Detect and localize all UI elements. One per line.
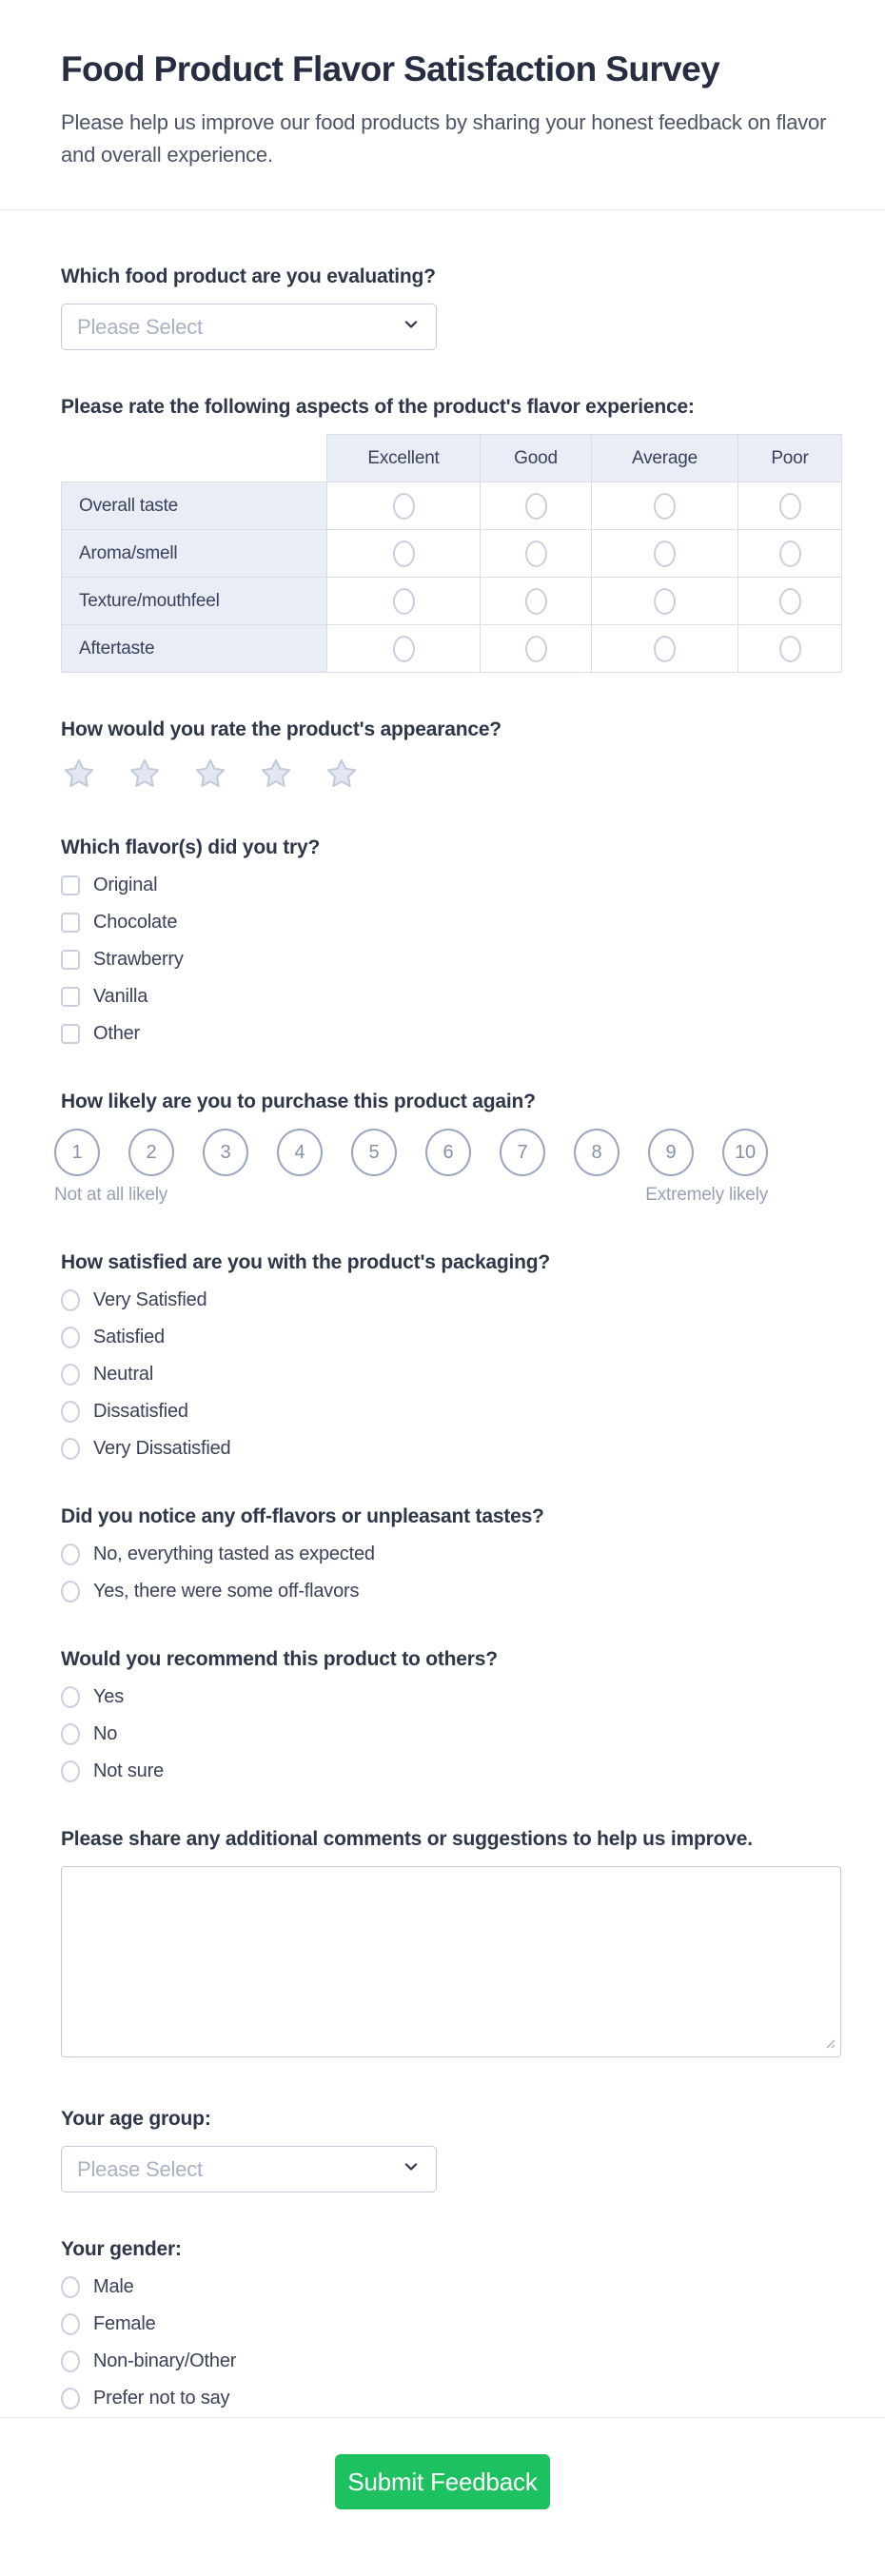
form-body bbox=[0, 210, 885, 2409]
question-product bbox=[61, 264, 843, 350]
question-comments bbox=[61, 1826, 843, 2062]
question-off-flavors bbox=[61, 1504, 843, 1603]
chevron-down-icon bbox=[402, 2157, 421, 2181]
checkbox-option[interactable] bbox=[61, 1023, 843, 1045]
star-icon[interactable] bbox=[192, 757, 228, 791]
question-label: Did you notice any off-flavors or unpleasant tastes? bbox=[61, 1505, 544, 1527]
radio[interactable] bbox=[61, 2388, 80, 2409]
option-label: Neutral bbox=[93, 1364, 154, 1385]
radio-option[interactable] bbox=[61, 1581, 843, 1603]
age-group-select[interactable] bbox=[61, 2146, 437, 2193]
option-label: Chocolate bbox=[93, 912, 178, 933]
question-label: Would you recommend this product to others? bbox=[61, 1648, 498, 1670]
question-flavor-matrix bbox=[61, 394, 843, 673]
matrix-radio[interactable] bbox=[654, 636, 676, 662]
product-select[interactable] bbox=[61, 304, 437, 350]
option-label: Satisfied bbox=[93, 1327, 165, 1347]
matrix-column-header: Poor bbox=[738, 435, 842, 482]
radio-option[interactable] bbox=[61, 2388, 843, 2409]
scale-max-label: Extremely likely bbox=[645, 1185, 768, 1205]
option-label: Male bbox=[93, 2276, 134, 2297]
radio[interactable] bbox=[61, 2313, 80, 2335]
matrix-radio[interactable] bbox=[525, 588, 547, 615]
radio[interactable] bbox=[61, 1581, 80, 1603]
matrix-row-label: Overall taste bbox=[62, 482, 327, 530]
scale-option-7[interactable]: 7 bbox=[500, 1129, 545, 1176]
radio[interactable] bbox=[61, 2350, 80, 2372]
page-subtitle: Please help us improve our food products by sharing your honest feedback on flavor and overall experience. bbox=[61, 110, 827, 167]
matrix-row bbox=[62, 578, 842, 625]
star-icon[interactable] bbox=[61, 757, 97, 791]
scale-option-10[interactable]: 10 bbox=[722, 1129, 768, 1176]
radio-option[interactable] bbox=[61, 1760, 843, 1782]
checkbox-option[interactable] bbox=[61, 875, 843, 896]
matrix-radio[interactable] bbox=[654, 541, 676, 567]
question-label: Your age group: bbox=[61, 2108, 211, 2130]
scale-end-labels bbox=[54, 1185, 768, 1206]
radio[interactable] bbox=[61, 1401, 80, 1423]
matrix-radio[interactable] bbox=[393, 541, 415, 567]
question-label: Which food product are you evaluating? bbox=[61, 265, 436, 287]
question-label: Please share any additional comments or suggestions to help us improve. bbox=[61, 1828, 753, 1850]
scale-option-8[interactable]: 8 bbox=[574, 1129, 620, 1176]
option-label: Other bbox=[93, 1023, 141, 1044]
matrix-column-header: Good bbox=[481, 435, 592, 482]
matrix-radio[interactable] bbox=[779, 588, 801, 615]
radio[interactable] bbox=[61, 1723, 80, 1745]
option-label: Female bbox=[93, 2313, 156, 2334]
matrix-column-header: Average bbox=[592, 435, 738, 482]
page-title: Food Product Flavor Satisfaction Survey bbox=[61, 49, 720, 88]
form-header bbox=[0, 0, 885, 210]
radio-option[interactable] bbox=[61, 1686, 843, 1708]
option-label: Non-binary/Other bbox=[93, 2350, 237, 2371]
scale-option-5[interactable]: 5 bbox=[351, 1129, 397, 1176]
checkbox-option[interactable] bbox=[61, 986, 843, 1008]
option-label: Strawberry bbox=[93, 949, 184, 970]
radio-option[interactable] bbox=[61, 1327, 843, 1348]
matrix-radio[interactable] bbox=[393, 588, 415, 615]
question-label: Which flavor(s) did you try? bbox=[61, 836, 321, 858]
star-rating bbox=[61, 757, 843, 791]
select-placeholder: Please Select bbox=[77, 314, 203, 339]
matrix-row-label: Texture/mouthfeel bbox=[62, 578, 327, 625]
scale-row bbox=[54, 1129, 843, 1176]
option-label: Original bbox=[93, 875, 158, 895]
radio-option[interactable] bbox=[61, 2313, 843, 2335]
matrix-radio[interactable] bbox=[779, 541, 801, 567]
radio[interactable] bbox=[61, 1364, 80, 1386]
matrix-radio[interactable] bbox=[779, 636, 801, 662]
option-label: Very Dissatisfied bbox=[93, 1438, 231, 1459]
question-label: Please rate the following aspects of the product's flavor experience: bbox=[61, 396, 695, 418]
select-placeholder: Please Select bbox=[77, 2156, 203, 2181]
question-label: How satisfied are you with the product's packaging? bbox=[61, 1251, 551, 1273]
matrix-radio[interactable] bbox=[525, 493, 547, 520]
question-recommend bbox=[61, 1646, 843, 1782]
question-packaging bbox=[61, 1249, 843, 1460]
submit-feedback-button[interactable]: Submit Feedback bbox=[335, 2454, 550, 2509]
scale-option-1[interactable]: 1 bbox=[54, 1129, 100, 1176]
matrix-radio[interactable] bbox=[393, 493, 415, 520]
checkbox[interactable] bbox=[61, 913, 80, 933]
question-age-group bbox=[61, 2106, 843, 2193]
checkbox[interactable] bbox=[61, 875, 80, 895]
scale-option-2[interactable]: 2 bbox=[128, 1129, 174, 1176]
matrix-radio[interactable] bbox=[654, 588, 676, 615]
radio-option[interactable] bbox=[61, 1364, 843, 1386]
matrix-row bbox=[62, 482, 842, 530]
checkbox-option[interactable] bbox=[61, 949, 843, 971]
rating-matrix-table bbox=[61, 434, 842, 673]
radio-option[interactable] bbox=[61, 1544, 843, 1565]
question-label: How likely are you to purchase this product again? bbox=[61, 1091, 536, 1112]
star-icon[interactable] bbox=[324, 757, 360, 791]
radio[interactable] bbox=[61, 1686, 80, 1708]
option-label: Yes bbox=[93, 1686, 125, 1707]
radio[interactable] bbox=[61, 1327, 80, 1348]
radio-option[interactable] bbox=[61, 2276, 843, 2298]
matrix-row-label: Aftertaste bbox=[62, 625, 327, 673]
checkbox[interactable] bbox=[61, 950, 80, 970]
scale-option-9[interactable]: 9 bbox=[648, 1129, 694, 1176]
star-icon[interactable] bbox=[258, 757, 294, 791]
radio[interactable] bbox=[61, 1760, 80, 1782]
matrix-radio[interactable] bbox=[525, 636, 547, 662]
question-flavors bbox=[61, 835, 843, 1045]
matrix-radio[interactable] bbox=[525, 541, 547, 567]
chevron-down-icon bbox=[402, 315, 421, 339]
scale-option-6[interactable]: 6 bbox=[425, 1129, 471, 1176]
scale-option-3[interactable]: 3 bbox=[203, 1129, 248, 1176]
option-label: Vanilla bbox=[93, 986, 148, 1007]
checkbox-option[interactable] bbox=[61, 912, 843, 934]
checkbox[interactable] bbox=[61, 1024, 80, 1044]
option-label: Prefer not to say bbox=[93, 2388, 230, 2409]
radio-option[interactable] bbox=[61, 1723, 843, 1745]
option-label: Dissatisfied bbox=[93, 1401, 188, 1422]
option-label: No bbox=[93, 1723, 118, 1744]
radio-option[interactable] bbox=[61, 1401, 843, 1423]
matrix-radio[interactable] bbox=[393, 636, 415, 662]
matrix-column-header: Excellent bbox=[327, 435, 481, 482]
scale-min-label: Not at all likely bbox=[54, 1185, 168, 1205]
matrix-row bbox=[62, 625, 842, 673]
radio-option[interactable] bbox=[61, 2350, 843, 2372]
radio[interactable] bbox=[61, 1544, 80, 1565]
question-label: Your gender: bbox=[61, 2238, 182, 2260]
option-label: Not sure bbox=[93, 1760, 164, 1781]
question-gender bbox=[61, 2236, 843, 2409]
matrix-row-label: Aroma/smell bbox=[62, 530, 327, 578]
matrix-radio[interactable] bbox=[654, 493, 676, 520]
matrix-radio[interactable] bbox=[779, 493, 801, 520]
matrix-row bbox=[62, 530, 842, 578]
radio[interactable] bbox=[61, 1289, 80, 1311]
matrix-corner-cell bbox=[62, 435, 327, 482]
option-label: Yes, there were some off-flavors bbox=[93, 1581, 360, 1602]
scale-option-4[interactable]: 4 bbox=[277, 1129, 323, 1176]
likelihood-scale bbox=[54, 1129, 843, 1206]
comments-textarea[interactable] bbox=[61, 1866, 841, 2057]
question-purchase-again bbox=[54, 1089, 843, 1206]
radio-option[interactable] bbox=[61, 1289, 843, 1311]
question-appearance bbox=[61, 717, 843, 791]
option-label: No, everything tasted as expected bbox=[93, 1544, 375, 1564]
question-label: How would you rate the product's appearance? bbox=[61, 718, 502, 740]
radio[interactable] bbox=[61, 1438, 80, 1460]
option-label: Very Satisfied bbox=[93, 1289, 207, 1310]
checkbox[interactable] bbox=[61, 987, 80, 1007]
form-footer bbox=[0, 2418, 885, 2560]
radio-option[interactable] bbox=[61, 1438, 843, 1460]
radio[interactable] bbox=[61, 2276, 80, 2298]
star-icon[interactable] bbox=[127, 757, 163, 791]
